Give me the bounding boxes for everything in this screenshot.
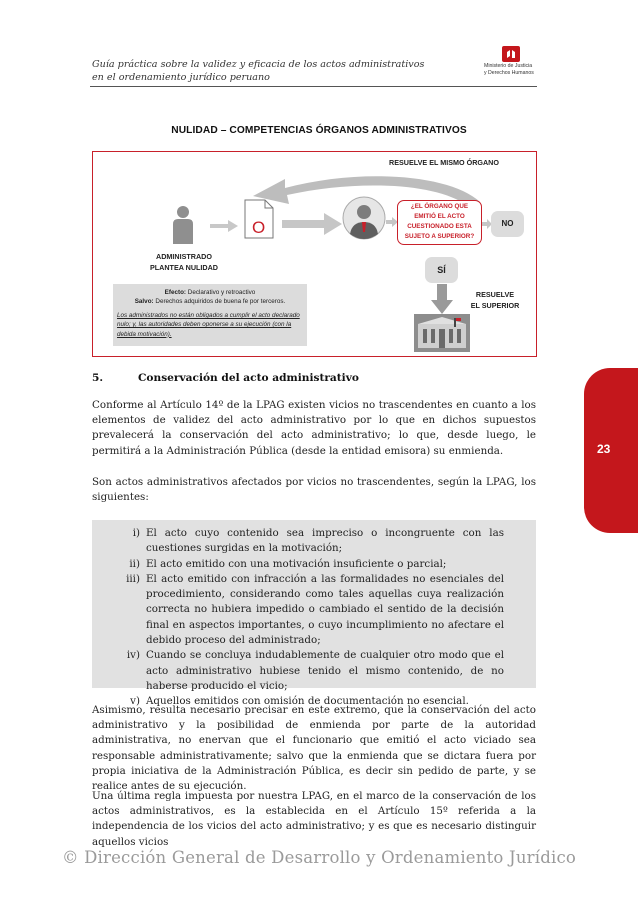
header-line-1: Guía práctica sobre la validez y eficacia de los actos administrativos: [92, 59, 425, 70]
header-rule: [90, 86, 537, 87]
effect-box: Efecto: Declarativo y retroactivo Salvo: Derechos adquiridos de buena fe por terceros. Los administrados no están obligados a cumplir el acto declarado nulo; y, las autoridades deben oponerse a su ejecución (con la debida motivación).: [113, 284, 307, 346]
administrado-label: ADMINISTRADO PLANTEA NULIDAD: [149, 252, 218, 272]
arrow-to-official-icon: [282, 213, 342, 235]
paragraph-3: Asimismo, resulta necesario precisar en este extremo, que la conservación del acto administrativo y la posibilidad de enmienda por parte de la autoridad administrativa, no enervan que el funcionario que emitió el acto viciado sea responsable administrativamente; salvo que la enmienda que se dictara fuera por propia iniciativa de la Administración Pública, es decir sin pedido de parte, y se realice antes de su ejecución.: [92, 704, 536, 793]
no-badge: NO: [491, 211, 524, 237]
person-icon: [172, 206, 194, 244]
paragraph-2: Son actos administrativos afectados por vicios no trascendentes, según la LPAG, los siguientes:: [92, 476, 536, 504]
vicios-list: [112, 526, 504, 710]
header-line-2: en el ordenamiento jurídico peruano: [92, 71, 270, 83]
arrow-right-icon: [210, 220, 238, 232]
list-item: v) Aquellos emitidos con omisión de documentación no esencial.: [130, 695, 469, 708]
si-badge: SÍ: [425, 257, 458, 283]
resuelve-mismo-label: RESUELVE EL MISMO ÓRGANO: [389, 158, 499, 167]
effect-note: Los administrados no están obligados a cumplir el acto declarado nulo; y, las autoridades deben oponerse a su ejecución (con la debida motivación).: [117, 311, 300, 338]
ministry-logo-text: Ministerio de Justicia y Derechos Humanos: [484, 63, 534, 76]
document-letter: O: [252, 218, 266, 237]
footer-copyright: © Dirección General de Desarrollo y Ordenamiento Jurídico: [61, 848, 577, 867]
list-item: iv) Cuando se concluya indudablemente de cualquier otro modo que el acto administrativo hubiese tenido el mismo contenido, de no haberse producido el vicio;: [126, 649, 504, 692]
official-avatar-icon: [342, 196, 386, 240]
ministry-logo-icon: [502, 46, 520, 62]
paragraph-1: Conforme al Artículo 14º de la LPAG existen vicios no trascendentes en cuanto a los elementos de validez del acto administrativo por lo que en dichos supuestos prevalecerá la conservación del acto administrativo; lo que, desde luego, le permitirá a la Administración Pública (desde la entidad emisora) su enmienda.: [92, 399, 536, 457]
section-heading: 5. Conservación del acto administrativo: [92, 372, 359, 384]
building-icon: [414, 314, 470, 352]
page-tab: [584, 368, 638, 533]
arrow-down-icon: [431, 284, 453, 314]
running-header: [92, 59, 424, 84]
page-number: 23: [597, 442, 611, 456]
resuelve-superior-label: RESUELVE EL SUPERIOR: [470, 290, 520, 310]
diagram-title: NULIDAD – COMPETENCIAS ÓRGANOS ADMINISTRATIVOS: [171, 125, 467, 136]
list-item: ii) El acto emitido con una motivación insuficiente o parcial;: [129, 557, 447, 570]
question-box: ¿EL ÓRGANO QUE EMITIÓ EL ACTO CUESTIONADO ESTA SUJETO A SUPERIOR?: [397, 200, 482, 245]
paragraph-4: Una última regla impuesta por nuestra LPAG, en el marco de la conservación de los actos administrativos, es la establecida en el Artículo 15º referida a la independencia de los vicios del acto administrativo; y es que es necesario distinguir aquellos vicios: [92, 790, 536, 848]
list-item: iii) El acto emitido con infracción a las formalidades no esenciales del procedimiento, considerando como tales aquellas cuya realización correcta no hubiera impedido o cambiado el sentido de la decisión final en aspectos importantes, o cuyo incumplimiento no afectare el debido proceso del administrado;: [126, 572, 504, 647]
list-item: i) El acto cuyo contenido sea impreciso o incongruente con las cuestiones surgidas en la motivación;: [132, 527, 504, 555]
